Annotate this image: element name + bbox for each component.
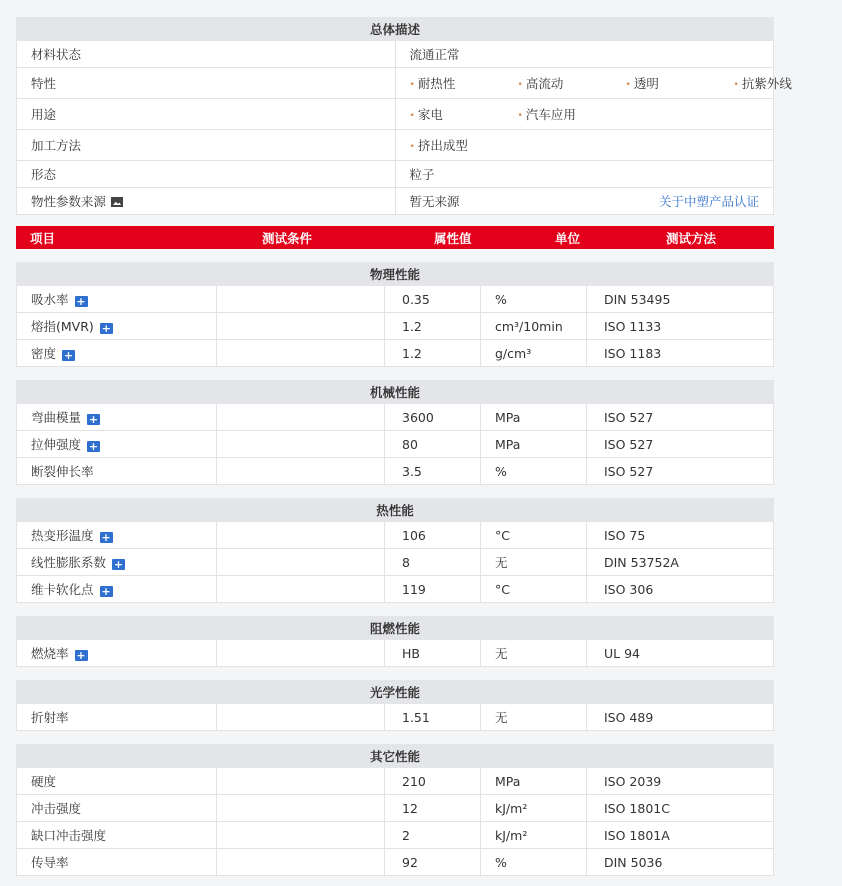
overview-label: 用途 (17, 99, 396, 130)
property-value: 0.35 (385, 286, 481, 313)
property-value: 1.51 (385, 704, 481, 731)
test-method: ISO 1183 (587, 340, 774, 367)
test-method: UL 94 (587, 640, 774, 667)
property-name-cell (17, 458, 217, 485)
property-name-cell (17, 340, 217, 367)
test-condition (217, 849, 385, 876)
property-unit: °C (481, 576, 587, 603)
property-section-table (16, 262, 774, 367)
usage-tags (395, 99, 774, 130)
test-method: DIN 5036 (587, 849, 774, 876)
property-value: HB (385, 640, 481, 667)
property-name-cell (17, 313, 217, 340)
property-section-table (16, 616, 774, 667)
property-unit: MPa (481, 404, 587, 431)
overview-row-source (17, 188, 774, 215)
test-condition (217, 768, 385, 795)
property-row (17, 704, 774, 731)
property-name-cell (17, 849, 217, 876)
property-name: 熔指(MVR) (31, 319, 94, 334)
property-name: 折射率 (31, 710, 69, 725)
test-method: ISO 1801C (587, 795, 774, 822)
overview-value: 粒子 (395, 161, 774, 188)
property-value: 92 (385, 849, 481, 876)
property-name-cell (17, 768, 217, 795)
property-section-table (16, 744, 774, 876)
property-unit: kJ/m² (481, 795, 587, 822)
property-row (17, 795, 774, 822)
property-row (17, 286, 774, 313)
test-method: ISO 2039 (587, 768, 774, 795)
test-condition (217, 431, 385, 458)
test-condition (217, 704, 385, 731)
property-name-cell (17, 286, 217, 313)
source-label: 物性参数来源 (31, 194, 107, 209)
test-method: ISO 306 (587, 576, 774, 603)
property-value: 119 (385, 576, 481, 603)
property-name-cell (17, 704, 217, 731)
property-name-cell (17, 549, 217, 576)
property-row (17, 768, 774, 795)
overview-row-processing (17, 130, 774, 161)
property-name-cell (17, 431, 217, 458)
feature-tag[interactable]: • 高流动 (518, 74, 626, 92)
test-method: ISO 1801A (587, 822, 774, 849)
property-name-cell (17, 795, 217, 822)
overview-label: 材料状态 (17, 41, 396, 68)
test-method: DIN 53495 (587, 286, 774, 313)
column-header-bar (16, 226, 774, 249)
property-value: 3600 (385, 404, 481, 431)
certification-link[interactable]: 关于中塑产品认证 (658, 194, 759, 209)
property-unit: 无 (481, 549, 587, 576)
material-datasheet (16, 17, 792, 876)
test-condition (217, 549, 385, 576)
test-condition (217, 822, 385, 849)
property-row (17, 640, 774, 667)
expand-plus-icon[interactable]: + (101, 531, 111, 544)
property-name-cell (17, 522, 217, 549)
usage-tag[interactable]: • 家电 (410, 105, 518, 123)
expand-plus-icon[interactable]: + (88, 413, 99, 426)
property-sections (16, 262, 774, 876)
test-condition (217, 313, 385, 340)
property-name: 吸水率 (31, 292, 69, 307)
property-value: 12 (385, 795, 481, 822)
property-name: 拉伸强度 (31, 437, 82, 452)
test-method: ISO 527 (587, 431, 774, 458)
test-condition (217, 286, 385, 313)
header-method: 测试方法 (666, 230, 717, 246)
overview-label: 加工方法 (17, 130, 396, 161)
overview-label: 形态 (17, 161, 396, 188)
property-row (17, 822, 774, 849)
overview-row-features (17, 68, 774, 99)
overview-table (16, 17, 792, 215)
test-condition (217, 340, 385, 367)
property-name: 硬度 (31, 774, 57, 789)
property-name-cell (17, 404, 217, 431)
property-unit: % (481, 849, 587, 876)
expand-plus-icon[interactable]: + (88, 440, 99, 453)
test-method: ISO 489 (587, 704, 774, 731)
overview-row-form (17, 161, 774, 188)
property-unit: 无 (481, 640, 587, 667)
overview-value-source (395, 188, 774, 215)
test-condition (217, 404, 385, 431)
header-item: 项目 (30, 230, 56, 246)
test-method: ISO 1133 (587, 313, 774, 340)
property-unit: MPa (481, 768, 587, 795)
source-value: 暂无来源 (409, 194, 460, 209)
property-unit: kJ/m² (481, 822, 587, 849)
section-title: 阻燃性能 (17, 617, 774, 640)
feature-tag[interactable]: • 耐热性 (410, 74, 518, 92)
property-name: 线性膨胀系数 (31, 555, 107, 570)
usage-tag[interactable]: • 汽车应用 (518, 105, 626, 123)
property-section-table (16, 680, 774, 731)
property-row (17, 522, 774, 549)
test-method: DIN 53752A (587, 549, 774, 576)
section-title: 物理性能 (17, 263, 774, 286)
test-condition (217, 640, 385, 667)
property-name: 弯曲模量 (31, 410, 82, 425)
property-row (17, 458, 774, 485)
property-unit: g/cm³ (481, 340, 587, 367)
section-title: 其它性能 (17, 745, 774, 768)
property-row (17, 549, 774, 576)
property-value: 2 (385, 822, 481, 849)
processing-tags (395, 130, 774, 161)
property-name-cell (17, 640, 217, 667)
expand-plus-icon[interactable]: + (76, 295, 86, 308)
property-row (17, 431, 774, 458)
expand-plus-icon[interactable]: + (101, 322, 111, 335)
property-value: 1.2 (385, 340, 481, 367)
property-unit: °C (481, 522, 587, 549)
property-value: 8 (385, 549, 481, 576)
section-title: 光学性能 (17, 681, 774, 704)
property-name: 传导率 (31, 855, 69, 870)
overview-row-usage (17, 99, 774, 130)
property-name-cell (17, 822, 217, 849)
test-condition (217, 795, 385, 822)
property-value: 3.5 (385, 458, 481, 485)
property-row (17, 849, 774, 876)
header-unit: 单位 (555, 230, 581, 246)
header-condition: 测试条件 (262, 230, 313, 246)
section-title: 机械性能 (17, 381, 774, 404)
property-unit: MPa (481, 431, 587, 458)
test-method: ISO 527 (587, 404, 774, 431)
property-unit: % (481, 458, 587, 485)
test-condition (217, 458, 385, 485)
test-condition (217, 576, 385, 603)
property-name: 断裂伸长率 (31, 464, 94, 479)
property-name: 燃烧率 (31, 646, 69, 661)
feature-tags (395, 68, 792, 99)
expand-plus-icon[interactable]: + (63, 349, 74, 362)
property-section-table (16, 380, 774, 485)
property-name: 维卡软化点 (31, 582, 94, 597)
header-value: 属性值 (434, 230, 472, 246)
overview-title: 总体描述 (17, 18, 774, 41)
property-unit: 无 (481, 704, 587, 731)
overview-label: 特性 (17, 68, 396, 99)
property-name: 热变形温度 (31, 528, 94, 543)
overview-label-source (17, 188, 396, 215)
test-method: ISO 527 (587, 458, 774, 485)
property-name: 密度 (31, 346, 57, 361)
expand-plus-icon[interactable]: + (113, 558, 124, 571)
overview-row-status (17, 41, 774, 68)
property-name-cell (17, 576, 217, 603)
feature-tag[interactable]: • 透明 (626, 74, 734, 92)
expand-plus-icon[interactable]: + (101, 585, 111, 598)
feature-tag[interactable]: • 抗紫外线 (734, 74, 842, 92)
property-row (17, 340, 774, 367)
overview-value: 流通正常 (395, 41, 774, 68)
property-row (17, 576, 774, 603)
property-row (17, 404, 774, 431)
processing-tag[interactable]: • 挤出成型 (410, 136, 518, 154)
property-value: 106 (385, 522, 481, 549)
property-section-table (16, 498, 774, 603)
property-unit: cm³/10min (481, 313, 587, 340)
property-row (17, 313, 774, 340)
property-name: 冲击强度 (31, 801, 82, 816)
image-icon[interactable] (111, 197, 123, 207)
property-name: 缺口冲击强度 (31, 828, 107, 843)
test-method: ISO 75 (587, 522, 774, 549)
test-condition (217, 522, 385, 549)
property-unit: % (481, 286, 587, 313)
expand-plus-icon[interactable]: + (76, 649, 86, 662)
property-value: 80 (385, 431, 481, 458)
property-value: 1.2 (385, 313, 481, 340)
section-title: 热性能 (17, 499, 774, 522)
property-value: 210 (385, 768, 481, 795)
